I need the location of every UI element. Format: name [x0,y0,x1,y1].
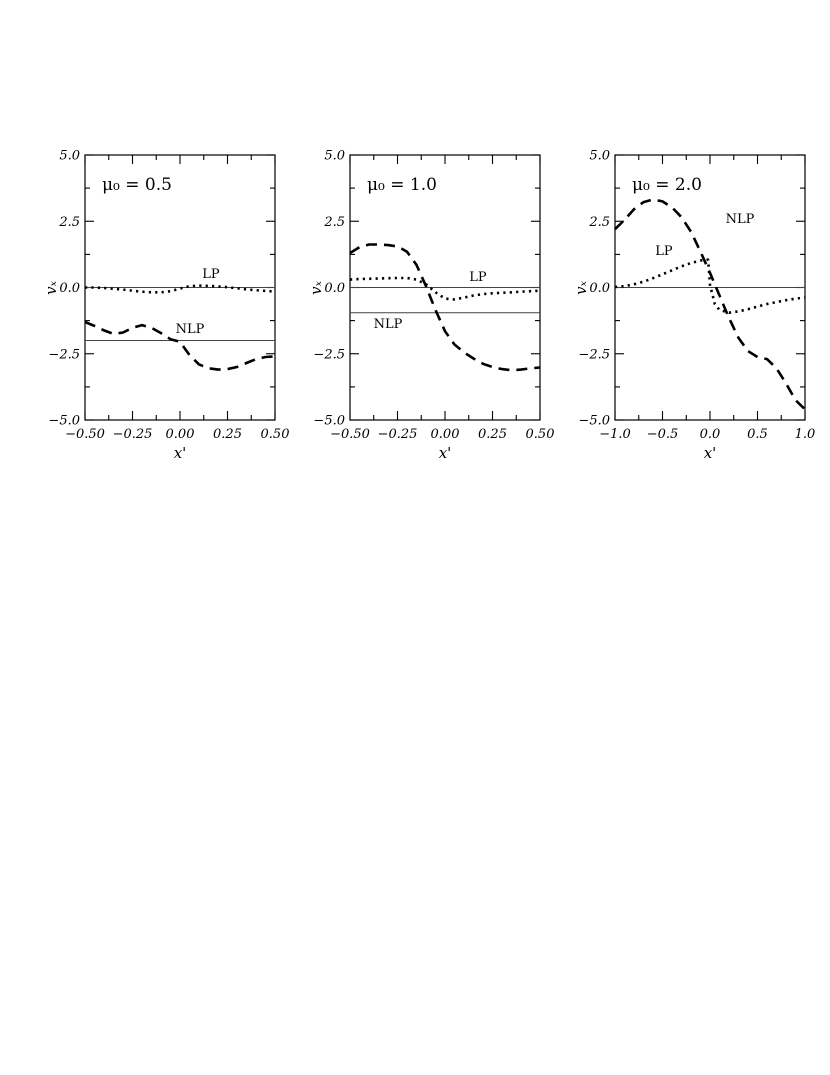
y-tick-label: −2.5 [578,347,610,363]
y-tick-label: −5.0 [578,413,610,429]
x-tick-label: −0.50 [330,427,370,442]
x-tick-label: 1.0 [794,427,816,442]
series-nlp-curve [615,200,805,410]
x-axis-title: x' [173,444,187,462]
panel-title: μ₀ = 2.0 [632,175,702,195]
y-tick-label: 2.5 [589,214,610,230]
x-tick-label: −0.25 [377,427,418,442]
panel-title: μ₀ = 0.5 [102,175,172,195]
panel-mu-2-0 [560,0,830,500]
series-lp-curve [615,260,805,313]
panel-mu-0-5 [30,0,300,500]
y-tick-label: 5.0 [324,148,345,164]
y-axis-title: vₓ [307,281,325,295]
x-axis-title: x' [438,444,452,462]
y-tick-label: −2.5 [313,347,345,363]
x-tick-label: 0.00 [430,427,460,442]
annotation-nlp: NLP [725,212,755,227]
y-tick-label: 0.0 [324,281,345,296]
x-tick-label: 0.0 [699,427,721,442]
annotation-nlp: NLP [373,317,403,332]
panel-3-svg [560,0,830,500]
y-tick-label: −5.0 [313,413,345,429]
panel-1-svg [30,0,300,500]
series-nlp-curve [350,245,540,371]
annotation-lp: LP [202,267,220,282]
series-lp-curve [85,286,275,293]
y-tick-label: 2.5 [59,214,80,230]
y-tick-label: 5.0 [589,148,610,164]
y-tick-label: 0.0 [59,281,80,296]
x-axis-title: x' [703,444,717,462]
annotation-nlp: NLP [175,322,205,337]
y-axis-title: vₓ [572,281,590,295]
y-tick-label: −5.0 [48,413,80,429]
x-tick-label: 0.25 [478,427,507,442]
panel-row [0,0,830,500]
y-axis-title: vₓ [42,281,60,295]
y-tick-label: −2.5 [48,347,80,363]
panel-mu-1-0 [295,0,565,500]
x-tick-label: 0.50 [525,427,555,442]
x-tick-label: −1.0 [599,427,631,442]
x-tick-label: −0.50 [65,427,105,442]
annotation-lp: LP [655,244,673,259]
x-tick-label: −0.5 [646,427,679,442]
x-tick-label: 0.50 [260,427,290,442]
x-tick-label: −0.25 [112,427,153,442]
x-tick-label: 0.25 [213,427,242,442]
panel-title: μ₀ = 1.0 [367,175,437,195]
annotation-lp: LP [469,270,487,285]
x-tick-label: 0.5 [747,427,768,442]
y-tick-label: 5.0 [59,148,80,164]
x-tick-label: 0.00 [165,427,195,442]
y-tick-label: 2.5 [324,214,345,230]
y-tick-label: 0.0 [589,281,610,296]
series-lp-curve [350,278,540,299]
panel-2-svg [295,0,565,500]
